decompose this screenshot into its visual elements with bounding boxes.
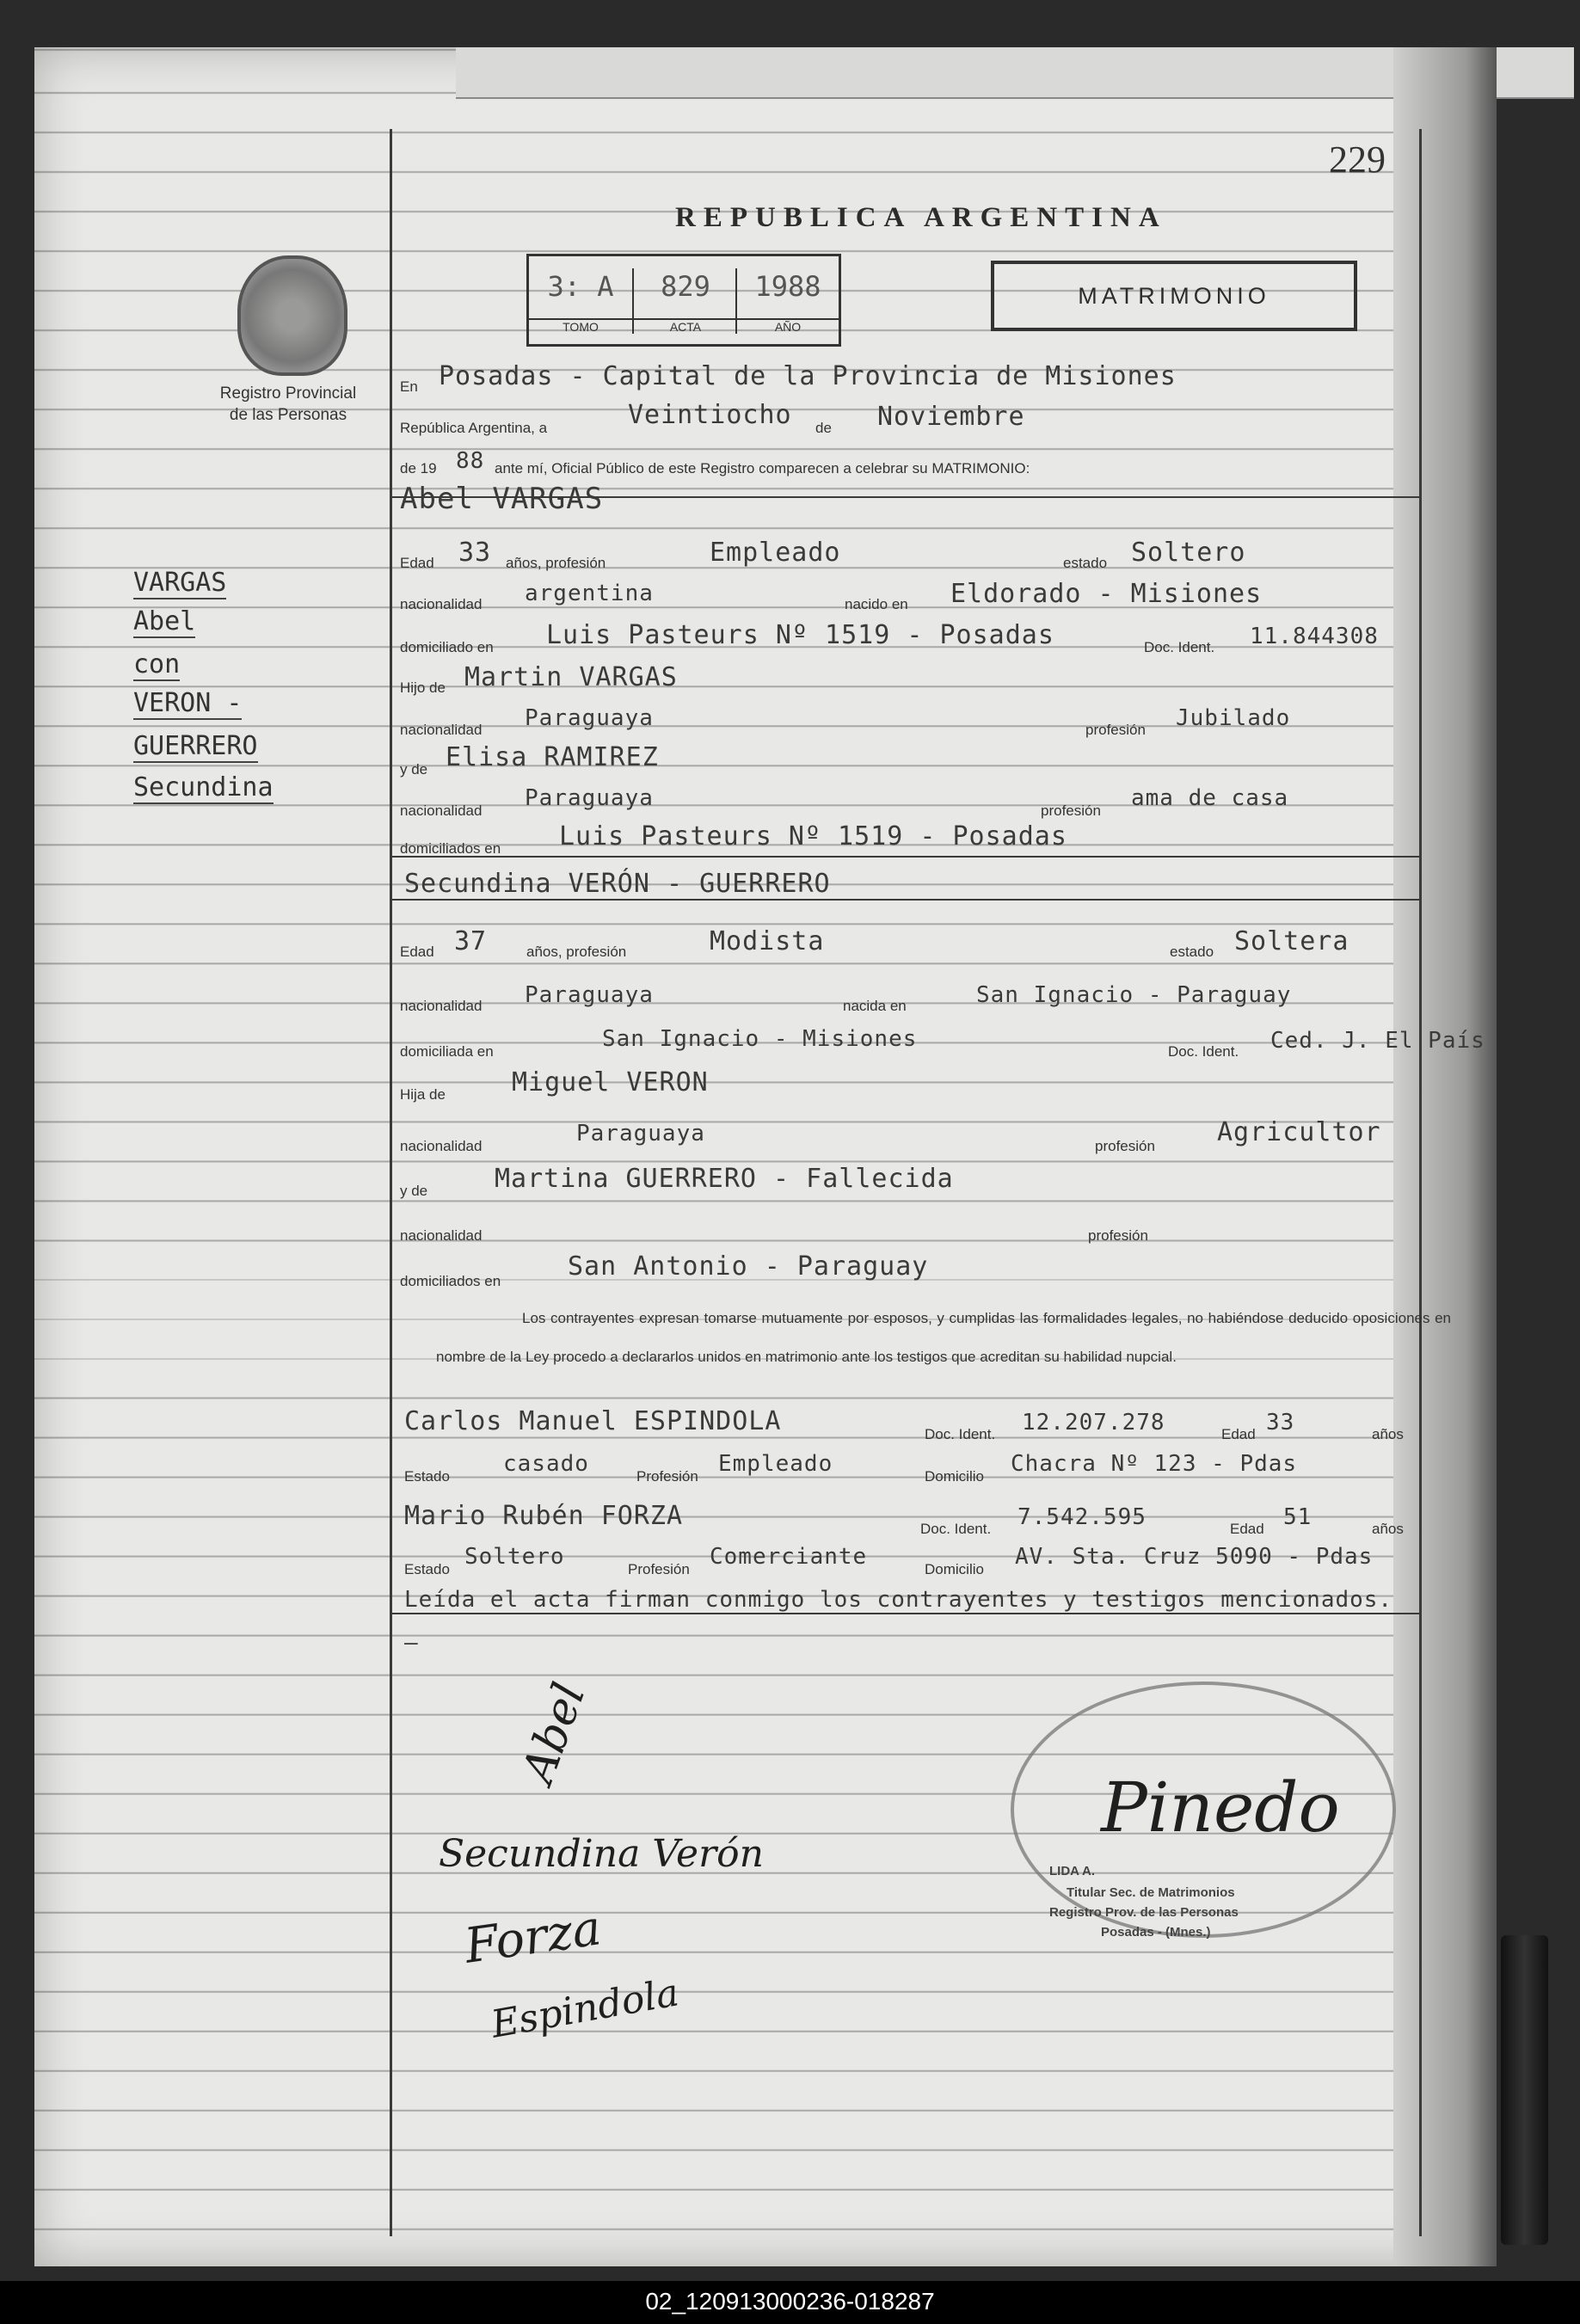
official-signature: Pinedo	[1101, 1768, 1340, 1848]
witness1-doc-label: Doc. Ident.	[925, 1426, 996, 1442]
registry-label: Registro Provincial de las Personas	[219, 384, 357, 424]
stamp-line-2: Registro Prov. de las Personas	[1049, 1905, 1239, 1920]
signature-witness-espindola: Espindola	[488, 1970, 683, 2047]
bride-father-prof-label: profesión	[1095, 1138, 1155, 1154]
acta-label: ACTA	[634, 318, 737, 334]
frame-line-left	[390, 129, 392, 2236]
groom-father-nac: Paraguaya	[525, 705, 654, 731]
bride-yde-label: y de	[400, 1183, 428, 1199]
bride-domicilio-label: domiciliada en	[400, 1043, 494, 1060]
groom-domicilio: Luis Pasteurs Nº 1519 - Posadas	[546, 620, 1054, 650]
tomo-label: TOMO	[529, 318, 632, 334]
witness2-estado: Soltero	[464, 1544, 565, 1570]
witness2-domicilio: AV. Sta. Cruz 5090 - Pdas	[1015, 1544, 1374, 1570]
book-spine	[1393, 47, 1497, 2266]
bride-hija-label: Hija de	[400, 1086, 446, 1103]
declaration-text: Los contrayentes expresan tomarse mutuamente por esposos, y cumplidas las formalidades legales, no habiéndose deducido oposiciones en nombre de la Ley procedo a declararlos unidos en matrimonio ante los testigos que acreditan su habilidad nupcial.	[436, 1310, 1451, 1365]
margin-name-3: con	[133, 649, 181, 679]
en-label: En	[400, 378, 418, 395]
signature-bride: Secundina Verón	[439, 1832, 764, 1876]
witness1-profesion: Empleado	[718, 1451, 833, 1477]
bride-profesion-label: años, profesión	[526, 944, 627, 960]
tomo-value: 3: A	[547, 270, 614, 303]
groom-padres-dom: Luis Pasteurs Nº 1519 - Posadas	[559, 821, 1067, 852]
witness2-doc-label: Doc. Ident.	[920, 1521, 992, 1537]
margin-name-4: VERON -	[133, 688, 243, 718]
groom-domicilio-label: domiciliado en	[400, 639, 494, 655]
bride-mother-prof-label: profesión	[1088, 1227, 1148, 1244]
witness1-edad-label: Edad	[1221, 1426, 1256, 1442]
bride-father-nac-label: nacionalidad	[400, 1138, 483, 1154]
year-prefix: de 19	[400, 460, 437, 476]
groom-yde-label: y de	[400, 761, 428, 778]
margin-name-5: GUERRERO	[133, 731, 258, 761]
bride-edad: 37	[454, 926, 488, 956]
acta-value: 829	[661, 270, 710, 303]
caption-bar	[0, 2281, 1580, 2324]
stamp-name: LIDA A.	[1049, 1864, 1096, 1878]
groom-nacionalidad-label: nacionalidad	[400, 596, 483, 612]
document-title: REPUBLICA ARGENTINA	[675, 202, 1167, 233]
bride-father-prof: Agricultor	[1217, 1117, 1381, 1147]
day-value: Veintiocho	[628, 400, 792, 430]
bride-profesion: Modista	[710, 926, 825, 956]
witness2-anios-label: años	[1372, 1521, 1404, 1537]
witness2-doc: 7.542.595	[1017, 1504, 1147, 1530]
groom-doc: 11.844308	[1250, 624, 1379, 649]
groom-padres-dom-label: domiciliados en	[400, 840, 501, 857]
image-caption: 02_120913000236-018287	[645, 2288, 935, 2315]
bride-father-nac: Paraguaya	[576, 1121, 705, 1147]
groom-divider-bottom	[390, 856, 1422, 858]
witness1-estado-label: Estado	[404, 1468, 450, 1485]
groom-father-prof: Jubilado	[1176, 705, 1291, 731]
bride-mother-nac-label: nacionalidad	[400, 1227, 483, 1244]
groom-edad: 33	[458, 538, 492, 568]
groom-nacido: Eldorado - Misiones	[950, 579, 1263, 609]
bride-padres-dom-label: domiciliados en	[400, 1273, 501, 1289]
groom-doc-label: Doc. Ident.	[1144, 639, 1215, 655]
groom-father-prof-label: profesión	[1085, 722, 1146, 738]
tomo-acta-ano-box	[526, 254, 841, 347]
witness2-estado-label: Estado	[404, 1561, 450, 1577]
groom-mother-prof: ama de casa	[1131, 785, 1289, 811]
groom-father: Martin VARGAS	[464, 662, 678, 692]
witness1-estado: casado	[503, 1451, 589, 1477]
groom-nacionalidad: argentina	[525, 581, 654, 606]
ribbon-bookmark	[1501, 1935, 1548, 2245]
witness1-profesion-label: Profesión	[636, 1468, 698, 1485]
witness2-edad: 51	[1283, 1504, 1313, 1530]
witness2-name: Mario Rubén FORZA	[404, 1501, 684, 1531]
witness2-profesion-label: Profesión	[628, 1561, 690, 1577]
bride-padres-dom: San Antonio - Paraguay	[568, 1251, 929, 1282]
provincial-seal-icon	[237, 255, 347, 376]
bride-name: Secundina VERÓN - GUERRERO	[404, 869, 831, 899]
witness1-doc: 12.207.278	[1022, 1410, 1165, 1436]
groom-name: Abel VARGAS	[400, 482, 604, 516]
statement-text: ante mí, Oficial Público de este Registro comparecen a celebrar su MATRIMONIO:	[495, 460, 1030, 476]
bride-domicilio: San Ignacio - Misiones	[602, 1026, 918, 1052]
republica-label: República Argentina, a	[400, 420, 548, 436]
groom-father-nac-label: nacionalidad	[400, 722, 483, 738]
bride-doc: Ced. J. El País	[1270, 1028, 1485, 1054]
groom-nacido-label: nacido en	[845, 596, 908, 612]
tomo-cell	[529, 268, 632, 334]
witness2-domicilio-label: Domicilio	[925, 1561, 984, 1577]
bride-nacionalidad-label: nacionalidad	[400, 998, 483, 1014]
stamp-line-3: Posadas - (Mnes.)	[1101, 1925, 1211, 1940]
page-number: 229	[1329, 138, 1386, 181]
witness1-edad: 33	[1266, 1410, 1295, 1436]
witness2-edad-label: Edad	[1230, 1521, 1264, 1537]
witness1-name: Carlos Manuel ESPINDOLA	[404, 1406, 782, 1436]
margin-name-6: Secundina	[133, 772, 274, 802]
ano-label: AÑO	[737, 318, 839, 334]
groom-profesion-label: años, profesión	[506, 555, 606, 571]
signature-groom: Abel	[512, 1676, 596, 1790]
bride-nacida-label: nacida en	[843, 998, 907, 1014]
closing-text: Leída el acta firman conmigo los contrayentes y testigos mencionados. —	[404, 1587, 1393, 1656]
bride-divider	[390, 899, 1422, 901]
groom-profesion: Empleado	[710, 538, 841, 568]
ano-value: 1988	[754, 270, 821, 303]
bride-nacionalidad: Paraguaya	[525, 982, 654, 1008]
witness1-anios-label: años	[1372, 1426, 1404, 1442]
month-value: Noviembre	[877, 402, 1025, 432]
bride-mother: Martina GUERRERO - Fallecida	[495, 1164, 954, 1194]
de-label: de	[815, 420, 832, 436]
groom-mother-nac-label: nacionalidad	[400, 802, 483, 819]
witness1-domicilio: Chacra Nº 123 - Pdas	[1011, 1451, 1298, 1477]
frame-line-right	[1419, 129, 1422, 2236]
matrimonio-label: MATRIMONIO	[991, 261, 1357, 331]
signature-witness-forza: Forza	[461, 1900, 605, 1975]
groom-mother-prof-label: profesión	[1041, 802, 1101, 819]
bride-father: Miguel VERON	[512, 1067, 709, 1097]
groom-estado-label: estado	[1063, 555, 1108, 571]
groom-mother-nac: Paraguaya	[525, 785, 654, 811]
stamp-line-1: Titular Sec. de Matrimonios	[1067, 1885, 1235, 1900]
bride-edad-label: Edad	[400, 944, 434, 960]
witness1-domicilio-label: Domicilio	[925, 1468, 984, 1485]
year-suffix: 88	[456, 448, 485, 474]
place-value: Posadas - Capital de la Provincia de Misiones	[439, 361, 1177, 391]
bride-estado: Soltera	[1234, 926, 1349, 956]
witness2-profesion: Comerciante	[710, 1544, 868, 1570]
groom-estado: Soltero	[1131, 538, 1246, 568]
bride-doc-label: Doc. Ident.	[1168, 1043, 1239, 1060]
acta-cell	[632, 268, 737, 334]
bride-nacida: San Ignacio - Paraguay	[976, 982, 1292, 1008]
groom-edad-label: Edad	[400, 555, 434, 571]
margin-name-2: Abel	[133, 606, 196, 636]
groom-hijo-label: Hijo de	[400, 679, 446, 696]
ano-cell	[735, 268, 839, 334]
groom-mother: Elisa RAMIREZ	[446, 742, 659, 772]
bride-estado-label: estado	[1170, 944, 1214, 960]
register-page	[34, 47, 1497, 2266]
margin-name-1: VARGAS	[133, 568, 227, 598]
